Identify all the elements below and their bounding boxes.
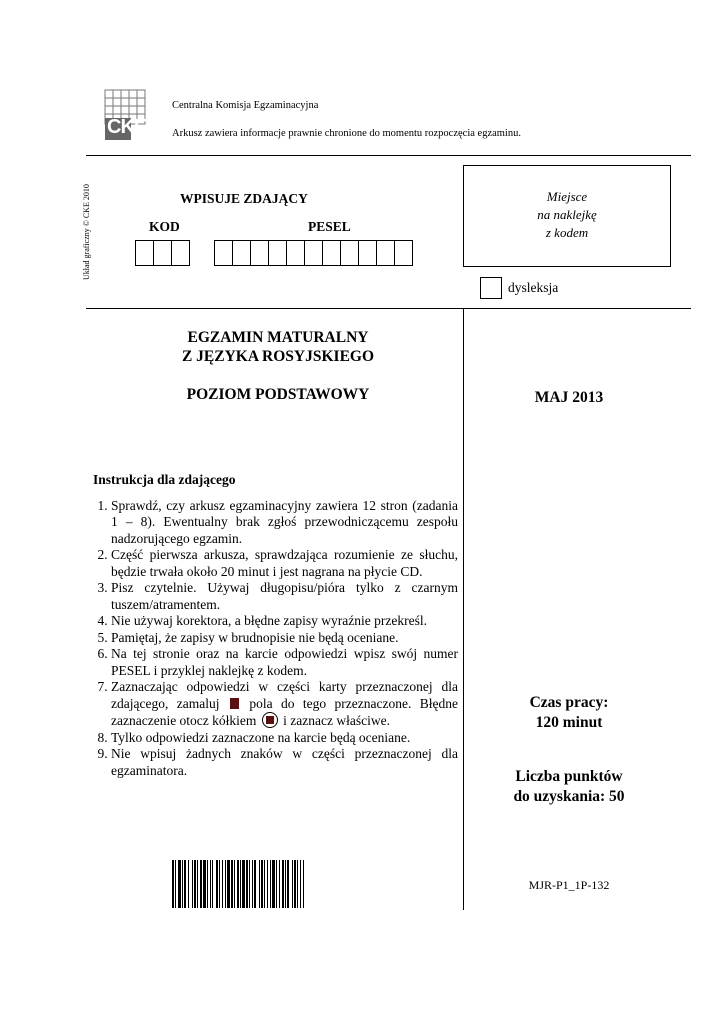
kod-cell[interactable]: [153, 240, 172, 266]
barcode-bar: [231, 860, 233, 908]
barcode-bar: [242, 860, 245, 908]
barcode-bar: [175, 860, 176, 908]
pesel-cell[interactable]: [322, 240, 341, 266]
barcode-bar: [285, 860, 286, 908]
barcode-bar: [188, 860, 189, 908]
time-label: Czas pracy:: [529, 694, 609, 711]
sticker-line-3: z kodem: [545, 225, 589, 240]
pesel-field[interactable]: [214, 240, 412, 266]
barcode-bar: [297, 860, 298, 908]
barcode-bar: [303, 860, 304, 908]
instructions: [93, 472, 458, 779]
barcode-bar: [276, 860, 277, 908]
instruction-item: 5. Pamiętaj, że zapisy w brudnopisie nie będą oceniane.: [111, 630, 458, 647]
barcode-bar: [227, 860, 230, 908]
cke-logo: [103, 88, 151, 144]
kod-label: KOD: [149, 219, 180, 234]
barcode-bar: [287, 860, 289, 908]
barcode-bar: [194, 860, 196, 908]
barcode-bar: [210, 860, 211, 908]
exam-title-line-2: Z JĘZYKA ROSYJSKIEGO: [181, 348, 375, 365]
exam-level: POZIOM PODSTAWOWY: [186, 386, 370, 403]
instruction-item: 1. Sprawdź, czy arkusz egzaminacyjny zawiera 12 stron (zadania 1 – 8). Ewentualny brak zgłoś przewodniczącemu zespołu nadzorującego egzamin.: [111, 498, 458, 548]
institution-name: Centralna Komisja Egzaminacyjna: [172, 100, 319, 111]
barcode-bar: [234, 860, 235, 908]
pesel-cell[interactable]: [376, 240, 395, 266]
protection-notice: Arkusz zawiera informacje prawnie chronione do momentu rozpoczęcia egzaminu.: [172, 128, 521, 139]
divider-top: [86, 155, 691, 156]
barcode-bar: [216, 860, 218, 908]
dyslexia-checkbox[interactable]: [480, 277, 502, 299]
column-divider: [463, 308, 464, 910]
barcode-bar: [219, 860, 220, 908]
barcode-bar: [212, 860, 213, 908]
exam-session: MAJ 2013: [534, 389, 604, 406]
exam-code: MJR-P1_1P-132: [528, 878, 610, 892]
sticker-placeholder: [463, 165, 671, 267]
barcode-bar: [225, 860, 226, 908]
pesel-cell[interactable]: [394, 240, 413, 266]
barcode-bar: [282, 860, 284, 908]
barcode-bar: [192, 860, 193, 908]
instruction-item: 8. Tylko odpowiedzi zaznaczone na karcie będą oceniane.: [111, 730, 458, 747]
divider-middle: [86, 308, 691, 309]
instructions-list: [93, 498, 458, 780]
barcode-bar: [200, 860, 202, 908]
barcode-bar: [207, 860, 208, 908]
barcode-bar: [178, 860, 181, 908]
filled-square-icon: [230, 698, 239, 709]
barcode-bar: [252, 860, 253, 908]
barcode-bar: [279, 860, 280, 908]
pesel-cell[interactable]: [358, 240, 377, 266]
barcode-bar: [300, 860, 301, 908]
logo-text: CKE: [107, 116, 147, 138]
barcode-bar: [254, 860, 256, 908]
barcode-bar: [261, 860, 263, 908]
barcode-bar: [294, 860, 296, 908]
instruction-item: 9. Nie wpisuj żadnych znaków w części przeznaczonej dla egzaminatora.: [111, 746, 458, 779]
dyslexia-label: dysleksja: [508, 280, 559, 295]
barcode-bar: [197, 860, 198, 908]
marking-text-3: i zaznacz właściwe.: [283, 713, 390, 728]
circled-square-icon: [262, 712, 278, 728]
barcode: [172, 860, 377, 908]
barcode-bar: [182, 860, 183, 908]
instruction-item: 4. Nie używaj korektora, a błędne zapisy wyraźnie przekreśl.: [111, 613, 458, 630]
instruction-item-marking: [111, 679, 458, 730]
exam-title-line-1: EGZAMIN MATURALNY: [187, 329, 369, 346]
pesel-label: PESEL: [308, 219, 351, 234]
instructions-heading: Instrukcja dla zdającego: [93, 472, 236, 487]
barcode-bar: [292, 860, 293, 908]
barcode-bar: [270, 860, 271, 908]
time-block: [466, 693, 672, 733]
barcode-bar: [240, 860, 241, 908]
barcode-bar: [264, 860, 265, 908]
points-block: [466, 767, 672, 807]
kod-cell[interactable]: [171, 240, 190, 266]
barcode-bar: [246, 860, 248, 908]
barcode-bar: [267, 860, 268, 908]
instruction-item: 6. Na tej stronie oraz na karcie odpowiedzi wpisz swój numer PESEL i przyklej naklejkę z kodem.: [111, 646, 458, 679]
marking-text-1: Zaznaczając odpowiedzi w części karty przeznaczonej dla zdającego, zamaluj: [111, 679, 458, 711]
candidate-heading: WPISUJE ZDAJĄCY: [180, 191, 308, 206]
pesel-cell[interactable]: [214, 240, 233, 266]
barcode-bar: [203, 860, 206, 908]
kod-cell[interactable]: [135, 240, 154, 266]
barcode-bar: [237, 860, 239, 908]
sticker-line-2: na naklejkę: [537, 207, 597, 222]
kod-field[interactable]: [135, 240, 189, 266]
pesel-cell[interactable]: [232, 240, 251, 266]
barcode-bar: [272, 860, 275, 908]
barcode-bar: [172, 860, 174, 908]
pesel-cell[interactable]: [286, 240, 305, 266]
copyright-note: Układ graficzny © CKE 2010: [82, 184, 91, 280]
instruction-item: 3. Pisz czytelnie. Używaj długopisu/pióra tylko z czarnym tuszem/atramentem.: [111, 580, 458, 613]
points-label: Liczba punktów: [515, 768, 623, 785]
barcode-bar: [259, 860, 260, 908]
points-value: do uzyskania: 50: [513, 788, 625, 805]
pesel-cell[interactable]: [304, 240, 323, 266]
pesel-cell[interactable]: [250, 240, 269, 266]
pesel-cell[interactable]: [340, 240, 359, 266]
barcode-bar: [249, 860, 250, 908]
marking-text-2: pola do tego przeznaczone. Błędne zaznaczenie otocz kółkiem: [111, 695, 459, 728]
pesel-cell[interactable]: [268, 240, 287, 266]
instruction-item: 2. Część pierwsza arkusza, sprawdzająca rozumienie ze słuchu, będzie trwała około 20 minut i jest nagrana na płycie CD.: [111, 547, 458, 580]
barcode-bar: [222, 860, 223, 908]
time-value: 120 minut: [535, 714, 603, 731]
barcode-bar: [184, 860, 186, 908]
sticker-line-1: Miejsce: [546, 189, 588, 204]
